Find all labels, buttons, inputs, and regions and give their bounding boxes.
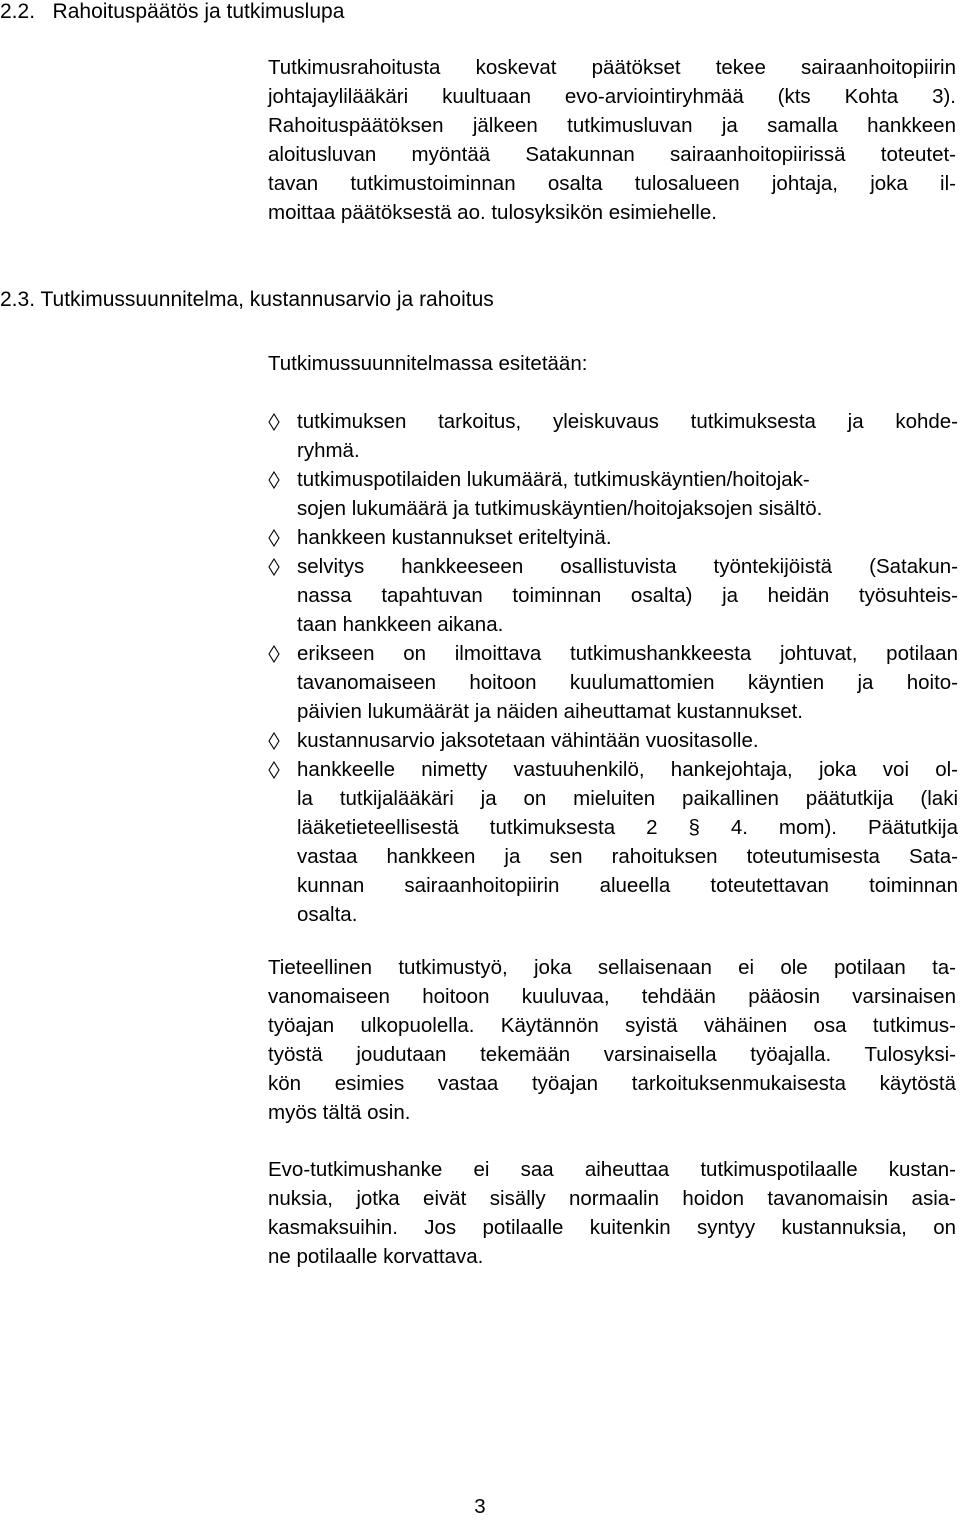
diamond-bullet-icon [268, 761, 280, 779]
list-item-line: nassa tapahtuvan toiminnan osalta) ja heidän työsuhteis- [297, 584, 958, 607]
section-2-2-title: Rahoituspäätös ja tutkimuslupa [52, 0, 345, 23]
list-item-line: hankkeelle nimetty vastuuhenkilö, hankejohtaja, joka voi ol- [297, 758, 958, 781]
list-item-line: osalta. [297, 903, 358, 926]
paragraph-line: nuksia, jotka eivät sisälly normaalin hoidon tavanomaisin asia- [268, 1187, 956, 1210]
list-item-line: la tutkijalääkäri ja on mieluiten paikallinen päätutkija (laki [297, 787, 958, 810]
list-item-line: päivien lukumäärät ja näiden aiheuttamat kustannukset. [297, 700, 803, 723]
list-item [268, 407, 958, 465]
section-2-3-intro [268, 349, 956, 378]
paragraph-line: ne potilaalle korvattava. [268, 1245, 484, 1268]
list-item-line: taan hankkeen aikana. [297, 613, 504, 636]
paragraph-line: Rahoituspäätöksen jälkeen tutkimusluvan ja samalla hankkeen [268, 114, 956, 137]
list-item [268, 639, 958, 726]
list-item-line: kustannusarvio jaksotetaan vähintään vuositasolle. [297, 729, 759, 752]
requirements-list [268, 407, 958, 929]
paragraph-line: Tieteellinen tutkimustyö, joka sellaisenaan ei ole potilaan ta- [268, 956, 956, 979]
paragraph-line: johtajaylilääkäri kuultuaan evo-arviointiryhmää (kts Kohta 3). [268, 85, 956, 108]
page-number: 3 [474, 1495, 486, 1518]
list-item [268, 552, 958, 639]
list-item-line: lääketieteellisestä tutkimuksesta 2 § 4. mom). Päätutkija [297, 816, 958, 839]
paragraph-line: vanomaiseen hoitoon kuuluvaa, tehdään pääosin varsinaisen [268, 985, 956, 1008]
section-2-3-title: Tutkimussuunnitelma, kustannusarvio ja rahoitus [40, 288, 494, 311]
diamond-bullet-icon [268, 732, 280, 750]
list-item-line: erikseen on ilmoittava tutkimushankkeesta johtuvat, potilaan [297, 642, 958, 665]
list-item [268, 465, 958, 523]
section-2-3-heading [0, 288, 494, 312]
diamond-bullet-icon [268, 529, 280, 547]
list-item [268, 523, 958, 552]
list-item-line: tutkimuksen tarkoitus, yleiskuvaus tutkimuksesta ja kohde- [297, 410, 958, 433]
paragraph-line: työajan ulkopuolella. Käytännön syistä vähäinen osa tutkimus- [268, 1014, 956, 1037]
paragraph-line: moittaa päätöksestä ao. tulosyksikön esimiehelle. [268, 201, 717, 224]
list-item-line: tavanomaiseen hoitoon kuulumattomien käyntien ja hoito- [297, 671, 958, 694]
paragraph-line: aloitusluvan myöntää Satakunnan sairaanhoitopiirissä toteutet- [268, 143, 956, 166]
paragraph-line: tavan tutkimustoiminnan osalta tulosalueen johtaja, joka il- [268, 172, 956, 195]
paragraph-line: Evo-tutkimushanke ei saa aiheuttaa tutkimuspotilaalle kustan- [268, 1158, 956, 1181]
section-2-2-paragraph [268, 53, 956, 227]
list-item [268, 755, 958, 929]
list-item-line: tutkimuspotilaiden lukumäärä, tutkimuskäyntien/hoitojak- [297, 468, 810, 491]
list-item-line: hankkeen kustannukset eriteltyinä. [297, 526, 612, 549]
paragraph-line: kasmaksuihin. Jos potilaalle kuitenkin syntyy kustannuksia, on [268, 1216, 956, 1239]
diamond-bullet-icon [268, 471, 280, 489]
list-item-line: vastaa hankkeen ja sen rahoituksen toteutumisesta Sata- [297, 845, 958, 868]
list-item-line: selvitys hankkeeseen osallistuvista työntekijöistä (Satakun- [297, 555, 958, 578]
work-time-paragraph [268, 953, 956, 1127]
paragraph-line: Tutkimusrahoitusta koskevat päätökset tekee sairaanhoitopiirin [268, 56, 956, 79]
paragraph-line: työstä joudutaan tekemään varsinaisella työajalla. Tulosyksi- [268, 1043, 956, 1066]
list-item-line: ryhmä. [297, 439, 360, 462]
section-2-3-number: 2.3. [0, 288, 36, 311]
section-2-2-number: 2.2. [0, 0, 36, 23]
paragraph-line: kön esimies vastaa työajan tarkoituksenmukaisesta käytöstä [268, 1072, 956, 1095]
list-item-line: sojen lukumäärä ja tutkimuskäyntien/hoitojaksojen sisältö. [297, 497, 823, 520]
section-2-2-heading [0, 0, 344, 24]
diamond-bullet-icon [268, 645, 280, 663]
patient-costs-paragraph [268, 1155, 956, 1271]
diamond-bullet-icon [268, 413, 280, 431]
list-item [268, 726, 958, 755]
diamond-bullet-icon [268, 558, 280, 576]
intro-text: Tutkimussuunnitelmassa esitetään: [268, 352, 588, 375]
paragraph-line: myös tältä osin. [268, 1101, 411, 1124]
list-item-line: kunnan sairaanhoitopiirin alueella toteutettavan toiminnan [297, 874, 958, 897]
